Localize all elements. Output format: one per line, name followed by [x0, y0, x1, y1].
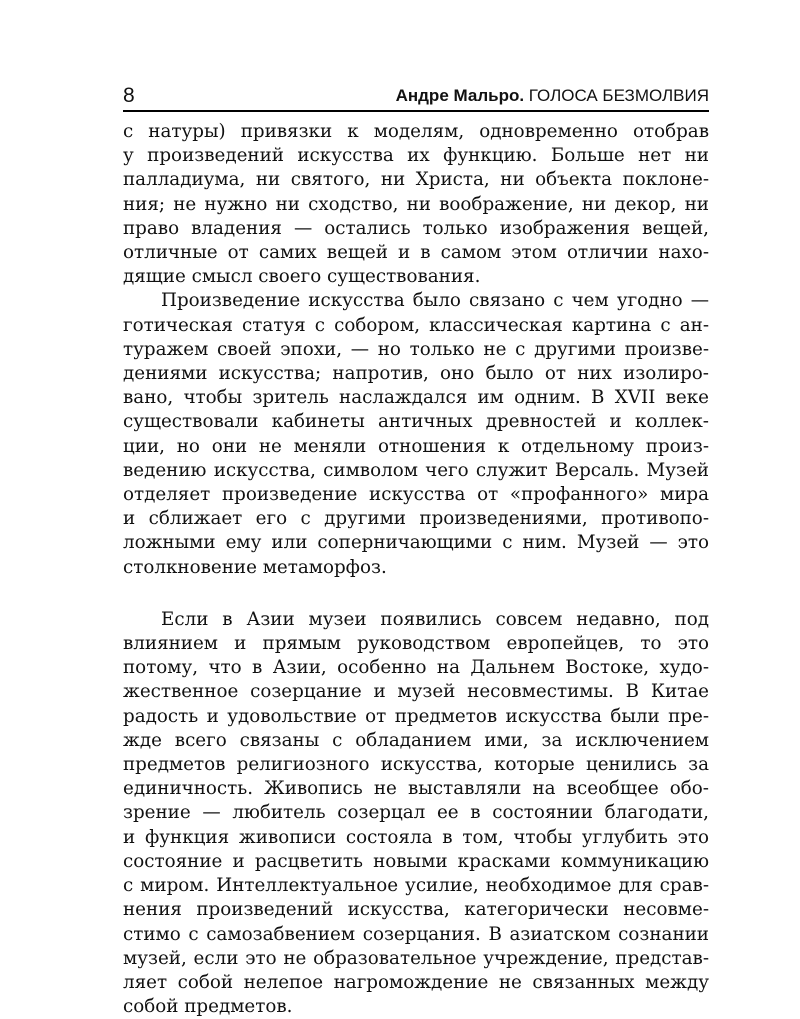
- text-line: отличные от самих вещей и в самом этом отличии нахо-: [123, 242, 709, 264]
- text-line: с натуры) привязки к моделям, одновременно отобрав: [123, 121, 709, 142]
- running-head-title: ГОЛОСА БЕЗМОЛВИЯ: [528, 86, 709, 105]
- text-line: дениями искусства; напротив, оно было от них изолиро-: [123, 363, 709, 385]
- text-line: Если в Азии музеи появились совсем недавно, под: [161, 608, 709, 630]
- text-line: отделяет произведение искусства от «профанного» мира: [123, 484, 709, 506]
- text-line: у произведений искусства их функцию. Больше нет ни: [123, 145, 709, 167]
- text-line: туражем своей эпохи, — но только не с другими произве-: [123, 338, 709, 360]
- text-line: ведению искусства, символом чего служит Версаль. Музей: [123, 459, 709, 481]
- text-line: зрение — любитель созерцал ее в состоянии благодати,: [123, 802, 709, 824]
- text-line: жде всего связаны с обладанием ими, за исключением: [123, 729, 709, 751]
- text-line: вано, чтобы зритель наслаждался им одним. В XVII веке: [123, 387, 709, 409]
- text-line: состояние и расцветить новыми красками коммуникацию: [123, 850, 709, 872]
- text-line: с миром. Интеллектуальное усилие, необходимое для срав-: [123, 875, 709, 897]
- text-line: ложными ему или соперничающими с ним. Музей — это: [123, 532, 709, 554]
- text-line: право владения — остались только изображения вещей,: [123, 217, 709, 239]
- page-header: [123, 78, 709, 112]
- text-line: жественное созерцание и музей несовместимы. В Китае: [123, 681, 709, 703]
- text-line: ляет собой нелепое нагромождение не связанных между: [123, 971, 709, 993]
- text-line: существовали кабинеты античных древностей и коллек-: [123, 411, 709, 433]
- page-number: 8: [123, 84, 135, 107]
- running-head-author: Андре Мальро.: [395, 86, 525, 105]
- paragraph-3: [123, 608, 709, 1019]
- text-line: и сближает его с другими произведениями, противопо-: [123, 508, 709, 530]
- text-line: палладиума, ни святого, ни Христа, ни объекта поклоне-: [123, 169, 709, 191]
- text-line: готическая статуя с собором, классическая картина с ан-: [123, 314, 709, 336]
- body-text: [123, 120, 709, 1019]
- text-line: Произведение искусства было связано с чем угодно —: [161, 290, 709, 312]
- running-head: [396, 86, 709, 106]
- text-line: ния; не нужно ни сходство, ни воображение, ни декор, ни: [123, 193, 709, 215]
- text-line: влиянием и прямым руководством европейцев, то это: [123, 633, 709, 655]
- text-line: ции, но они не меняли отношения к отдельному произ-: [123, 435, 709, 457]
- text-line: столкновение метаморфоз.: [123, 556, 387, 578]
- paragraph-2: [123, 289, 709, 579]
- text-line: единичность. Живопись не выставляли на всеобщее обо-: [123, 778, 709, 800]
- text-line: предметов религиозного искусства, которые ценились за: [123, 754, 709, 776]
- paragraph-1: [123, 120, 709, 289]
- section-break: [123, 580, 709, 608]
- text-line: потому, что в Азии, особенно на Дальнем Востоке, худо-: [123, 657, 709, 679]
- text-line: собой предметов.: [123, 996, 293, 1018]
- text-line: и функция живописи состояла в том, чтобы углубить это: [123, 826, 709, 848]
- text-line: нения произведений искусства, категорически несовме-: [123, 899, 709, 921]
- text-line: радость и удовольствие от предметов искусства были пре-: [123, 705, 709, 727]
- text-line: стимо с самозабвением созерцания. В азиатском сознании: [123, 923, 709, 945]
- text-line: музей, если это не образовательное учреждение, представ-: [123, 947, 709, 969]
- text-line: дящие смысл своего существования.: [123, 266, 481, 288]
